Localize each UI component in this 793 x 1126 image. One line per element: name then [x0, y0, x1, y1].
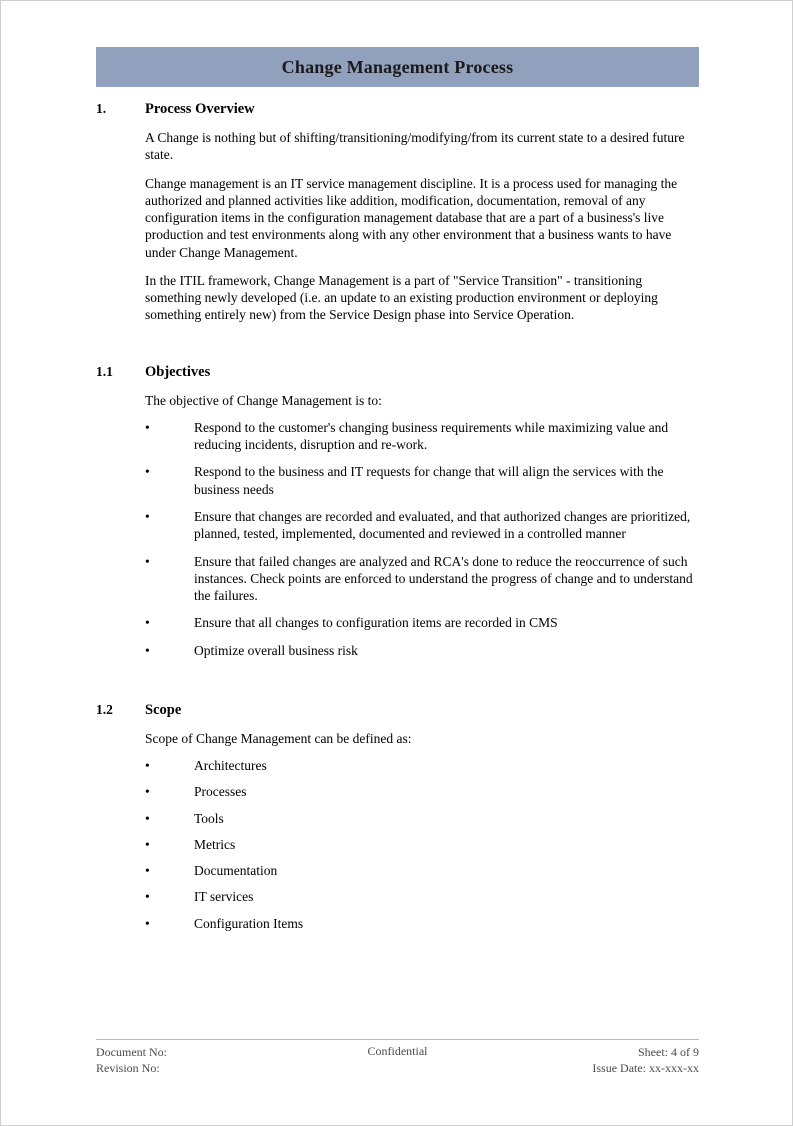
bullet-glyph: •: [145, 810, 150, 826]
page-title: Change Management Process: [281, 56, 514, 77]
list-item: [96, 915, 699, 932]
document-body: [96, 101, 699, 941]
list-item-text: Respond to the business and IT requests for change that will align the services with the business needs: [194, 464, 664, 497]
bullet-glyph: •: [145, 863, 150, 879]
list-item-text: Ensure that failed changes are analyzed and RCA's done to reduce the reoccurrence of such instances. Check points are enforced to understand the progress of change and to understand the failures.: [194, 553, 693, 604]
list-item: [96, 862, 699, 879]
bullet-glyph: •: [145, 642, 150, 658]
section-number: 1.2: [96, 701, 113, 717]
section-number: 1.1: [96, 363, 113, 379]
list-item: [96, 419, 699, 454]
objectives-bullet-list: [96, 419, 699, 659]
paragraph: In the ITIL framework, Change Management is a part of "Service Transition" - transitioning something newly developed (i.e. an update to an existing production environment or deploying something entirely new) from the Service Design phase into Service Operation.: [145, 272, 658, 323]
footer-revision-no: Revision No:: [96, 1061, 160, 1076]
list-item-text: Ensure that changes are recorded and evaluated, and that authorized changes are prioritized, planned, tested, implemented, documented and reviewed in a controlled manner: [194, 508, 691, 542]
list-item: [96, 783, 699, 800]
section-heading: [96, 101, 699, 118]
page-footer: [96, 1039, 699, 1078]
list-item-text: Configuration Items: [194, 915, 304, 931]
bullet-glyph: •: [145, 464, 150, 480]
scope-bullet-list: [96, 757, 699, 932]
footer-content: [96, 1044, 699, 1078]
section-heading: [96, 364, 699, 381]
bullet-glyph: •: [145, 889, 150, 905]
footer-divider: [96, 1039, 699, 1040]
page-content: [96, 1, 699, 1126]
footer-confidential: Confidential: [367, 1044, 428, 1058]
list-item: [96, 614, 699, 631]
footer-sheet-number: Sheet: 4 of 9: [638, 1045, 699, 1059]
spacer: [96, 324, 699, 364]
list-item-text: Optimize overall business risk: [194, 642, 358, 658]
list-item-text: Architectures: [194, 758, 267, 774]
spacer: [96, 669, 699, 702]
list-item: [96, 810, 699, 827]
bullet-glyph: •: [145, 784, 150, 800]
list-item-text: Processes: [194, 784, 247, 800]
list-item-text: Ensure that all changes to configuration items are recorded in CMS: [194, 615, 558, 631]
footer-document-no: Document No:: [96, 1045, 167, 1059]
list-item: [96, 642, 699, 659]
paragraph: Change management is an IT service management discipline. It is a process used for managing the authorized and planned activities like addition, modification, documentation, removal of any configuration items in the configuration management database that are a part of a business's live production and test environments along with any other environment that a business wants to have under Change Management.: [145, 175, 678, 260]
document-header-banner: [96, 47, 699, 87]
list-item: [96, 836, 699, 853]
section-scope: [96, 702, 699, 932]
section-heading: [96, 702, 699, 719]
list-item-text: Respond to the customer's changing business requirements while maximizing value and reducing incidents, disruption and re-work.: [194, 419, 669, 453]
list-item: [96, 757, 699, 774]
footer-issue-date: Issue Date: xx-xxx-xx: [592, 1061, 699, 1076]
list-item: [96, 553, 699, 605]
list-item: [96, 888, 699, 905]
bullet-glyph: •: [145, 615, 150, 631]
paragraph: A Change is nothing but of shifting/transitioning/modifying/from its current state to a desired future state.: [145, 130, 685, 163]
section-title: Scope: [145, 701, 182, 718]
section-process-overview: [96, 101, 699, 324]
list-item-text: Metrics: [194, 836, 236, 852]
list-item: [96, 463, 699, 498]
section-number: 1.: [96, 101, 107, 116]
bullet-glyph: •: [145, 419, 150, 435]
bullet-glyph: •: [145, 508, 150, 524]
list-item-text: IT services: [194, 889, 254, 905]
list-item-text: Tools: [194, 810, 224, 826]
list-item-text: Documentation: [194, 863, 278, 879]
footer-right: [592, 1044, 699, 1076]
list-item: [96, 508, 699, 543]
section-title: Process Overview: [145, 101, 255, 117]
paragraph: The objective of Change Management is to:: [145, 392, 382, 408]
bullet-glyph: •: [145, 915, 150, 931]
section-title: Objectives: [145, 363, 211, 380]
paragraph: Scope of Change Management can be defined as:: [145, 730, 412, 746]
bullet-glyph: •: [145, 758, 150, 774]
bullet-glyph: •: [145, 553, 150, 569]
bullet-glyph: •: [145, 836, 150, 852]
section-objectives: [96, 364, 699, 659]
